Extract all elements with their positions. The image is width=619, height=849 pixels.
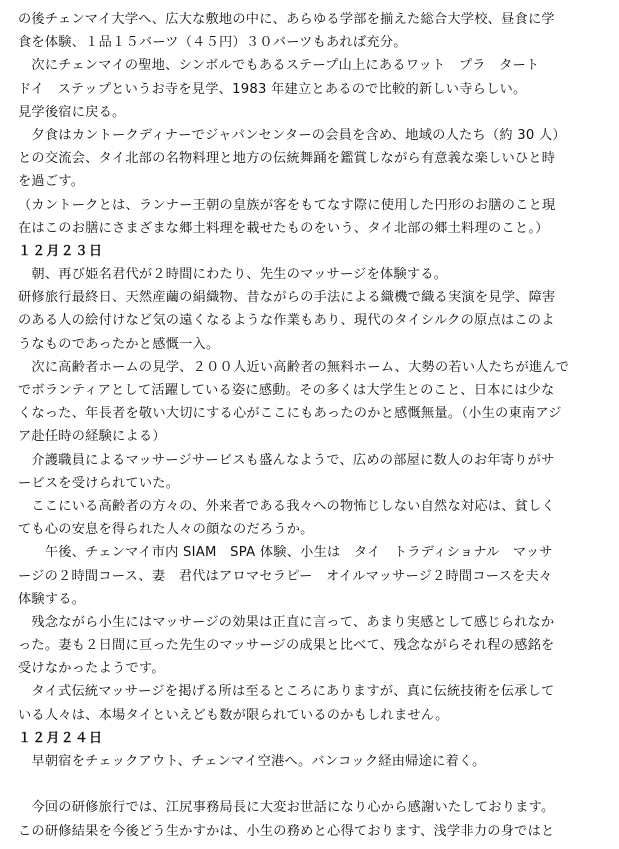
text-line: ア赴任時の経験による） [18,429,166,445]
text-line: うなものであったかと感慨一入。 [18,336,220,352]
text-line: 介護職員によるマッサージサービスも盛んなようで、広めの部屋に数人のお年寄りがサ [18,452,555,468]
text-line: 次にチェンマイの聖地、シンボルでもあるステープ山上にあるワット プラ タート [18,58,540,74]
text-line: （カントークとは、ランナー王朝の皇族が客をもてなす際に使用した円形のお膳のこと現 [18,197,556,213]
document-page [18,8,608,843]
text-line: いる人々は、本場タイといえども数が限られているのかもしれません。 [18,707,449,723]
text-line: 朝、再び姫名君代が２時間にわたり、先生のマッサージを体験する。 [18,267,448,283]
text-line: ても心の安息を得られた人々の顔なのだろうか。 [18,522,314,538]
text-line: のある人の絵付けなど気の遠くなるような作業もあり、現代のタイシルクの原点はこのよ [18,313,555,329]
text-line: 夕食はカントークディナーでジャパンセンターの会員を含め、地域の人たち（約 30 人） [18,127,566,143]
date-heading: １２月２３日 [18,243,104,259]
text-line: った。妻も２日間に亘った先生のマッサージの成果と比べて、残念ながらそれ程の感銘を [18,638,555,654]
text-line: ドイ ステップというお寺を見学、1983 年建立とあるので比較的新しい寺らしい。 [18,81,527,97]
text-line: 研修旅行最終日、天然産繭の絹織物、昔ながらの手法による織機で織る実演を見学、障害 [18,290,556,306]
text-line: くなった、年長者を敬い大切にする心がここにもあったのかと感慨無量。（小生の東南アジ [18,406,562,422]
text-line: ここにいる高齢者の方々の、外来者である我々への物怖じしない自然な対応は、貧しく [18,498,555,514]
date-heading: １２月２４日 [18,730,104,746]
text-line: 早朝宿をチェックアウト、チェンマイ空港へ。バンコック経由帰途に着く。 [18,754,486,769]
text-line: 次に高齢者ホームの見学、２００人近い高齢者の無料ホーム、大勢の若い人たちが進んで [18,359,570,375]
text-line: 在はこのお膳にさまざまな郷土料理を載せたものをいう、タイ北部の郷土料理のこと。） [18,220,549,236]
text-line: 今回の研修旅行では、江尻事務局長に大変お世話になり心から感謝いたしております。 [18,800,555,816]
text-line: でボランティアとして活躍している姿に感動。その多くは大学生とのこと、日本には少な [18,383,555,398]
text-line: 見学後宿に戻る。 [18,104,126,120]
text-line: ージの２時間コース、妻 君代はアロマセラピー オイルマッサージ２時間コースを夫々 [18,568,553,584]
text-line: 食を体験、１品１５バーツ（４５円）３０バーツもあれば充分。 [18,35,407,51]
text-line: の後チェンマイ大学へ、広大な敷地の中に、あらゆる学部を揃えた総合大学校、昼食に学 [18,12,555,27]
text-line: 残念ながら小生にはマッサージの効果は正直に言って、あまり実感として感じられなか [18,614,555,630]
text-line: 体験する。 [18,591,86,607]
text-line: タイ式伝統マッサージを掲げる所は至るところにありますが、真に伝統技術を伝承して [18,684,555,700]
text-line: この研修結果を今後どう生かすかは、小生の務めと心得ております、浅学非力の身ではと [18,823,555,839]
text-line: との交流会、タイ北部の名物料理と地方の伝統舞踊を鑑賞しながら有意義な楽しいひと時 [18,151,556,167]
text-line: ービスを受けられていた。 [18,475,180,491]
blank-line [18,773,608,796]
text-line: を過ごす。 [18,174,85,190]
text-line: 受けなかったようです。 [18,661,165,677]
text-line: 午後、チェンマイ市内 SIAM SPA 体験、小生は タイ トラディショナル マッサ [18,545,553,561]
